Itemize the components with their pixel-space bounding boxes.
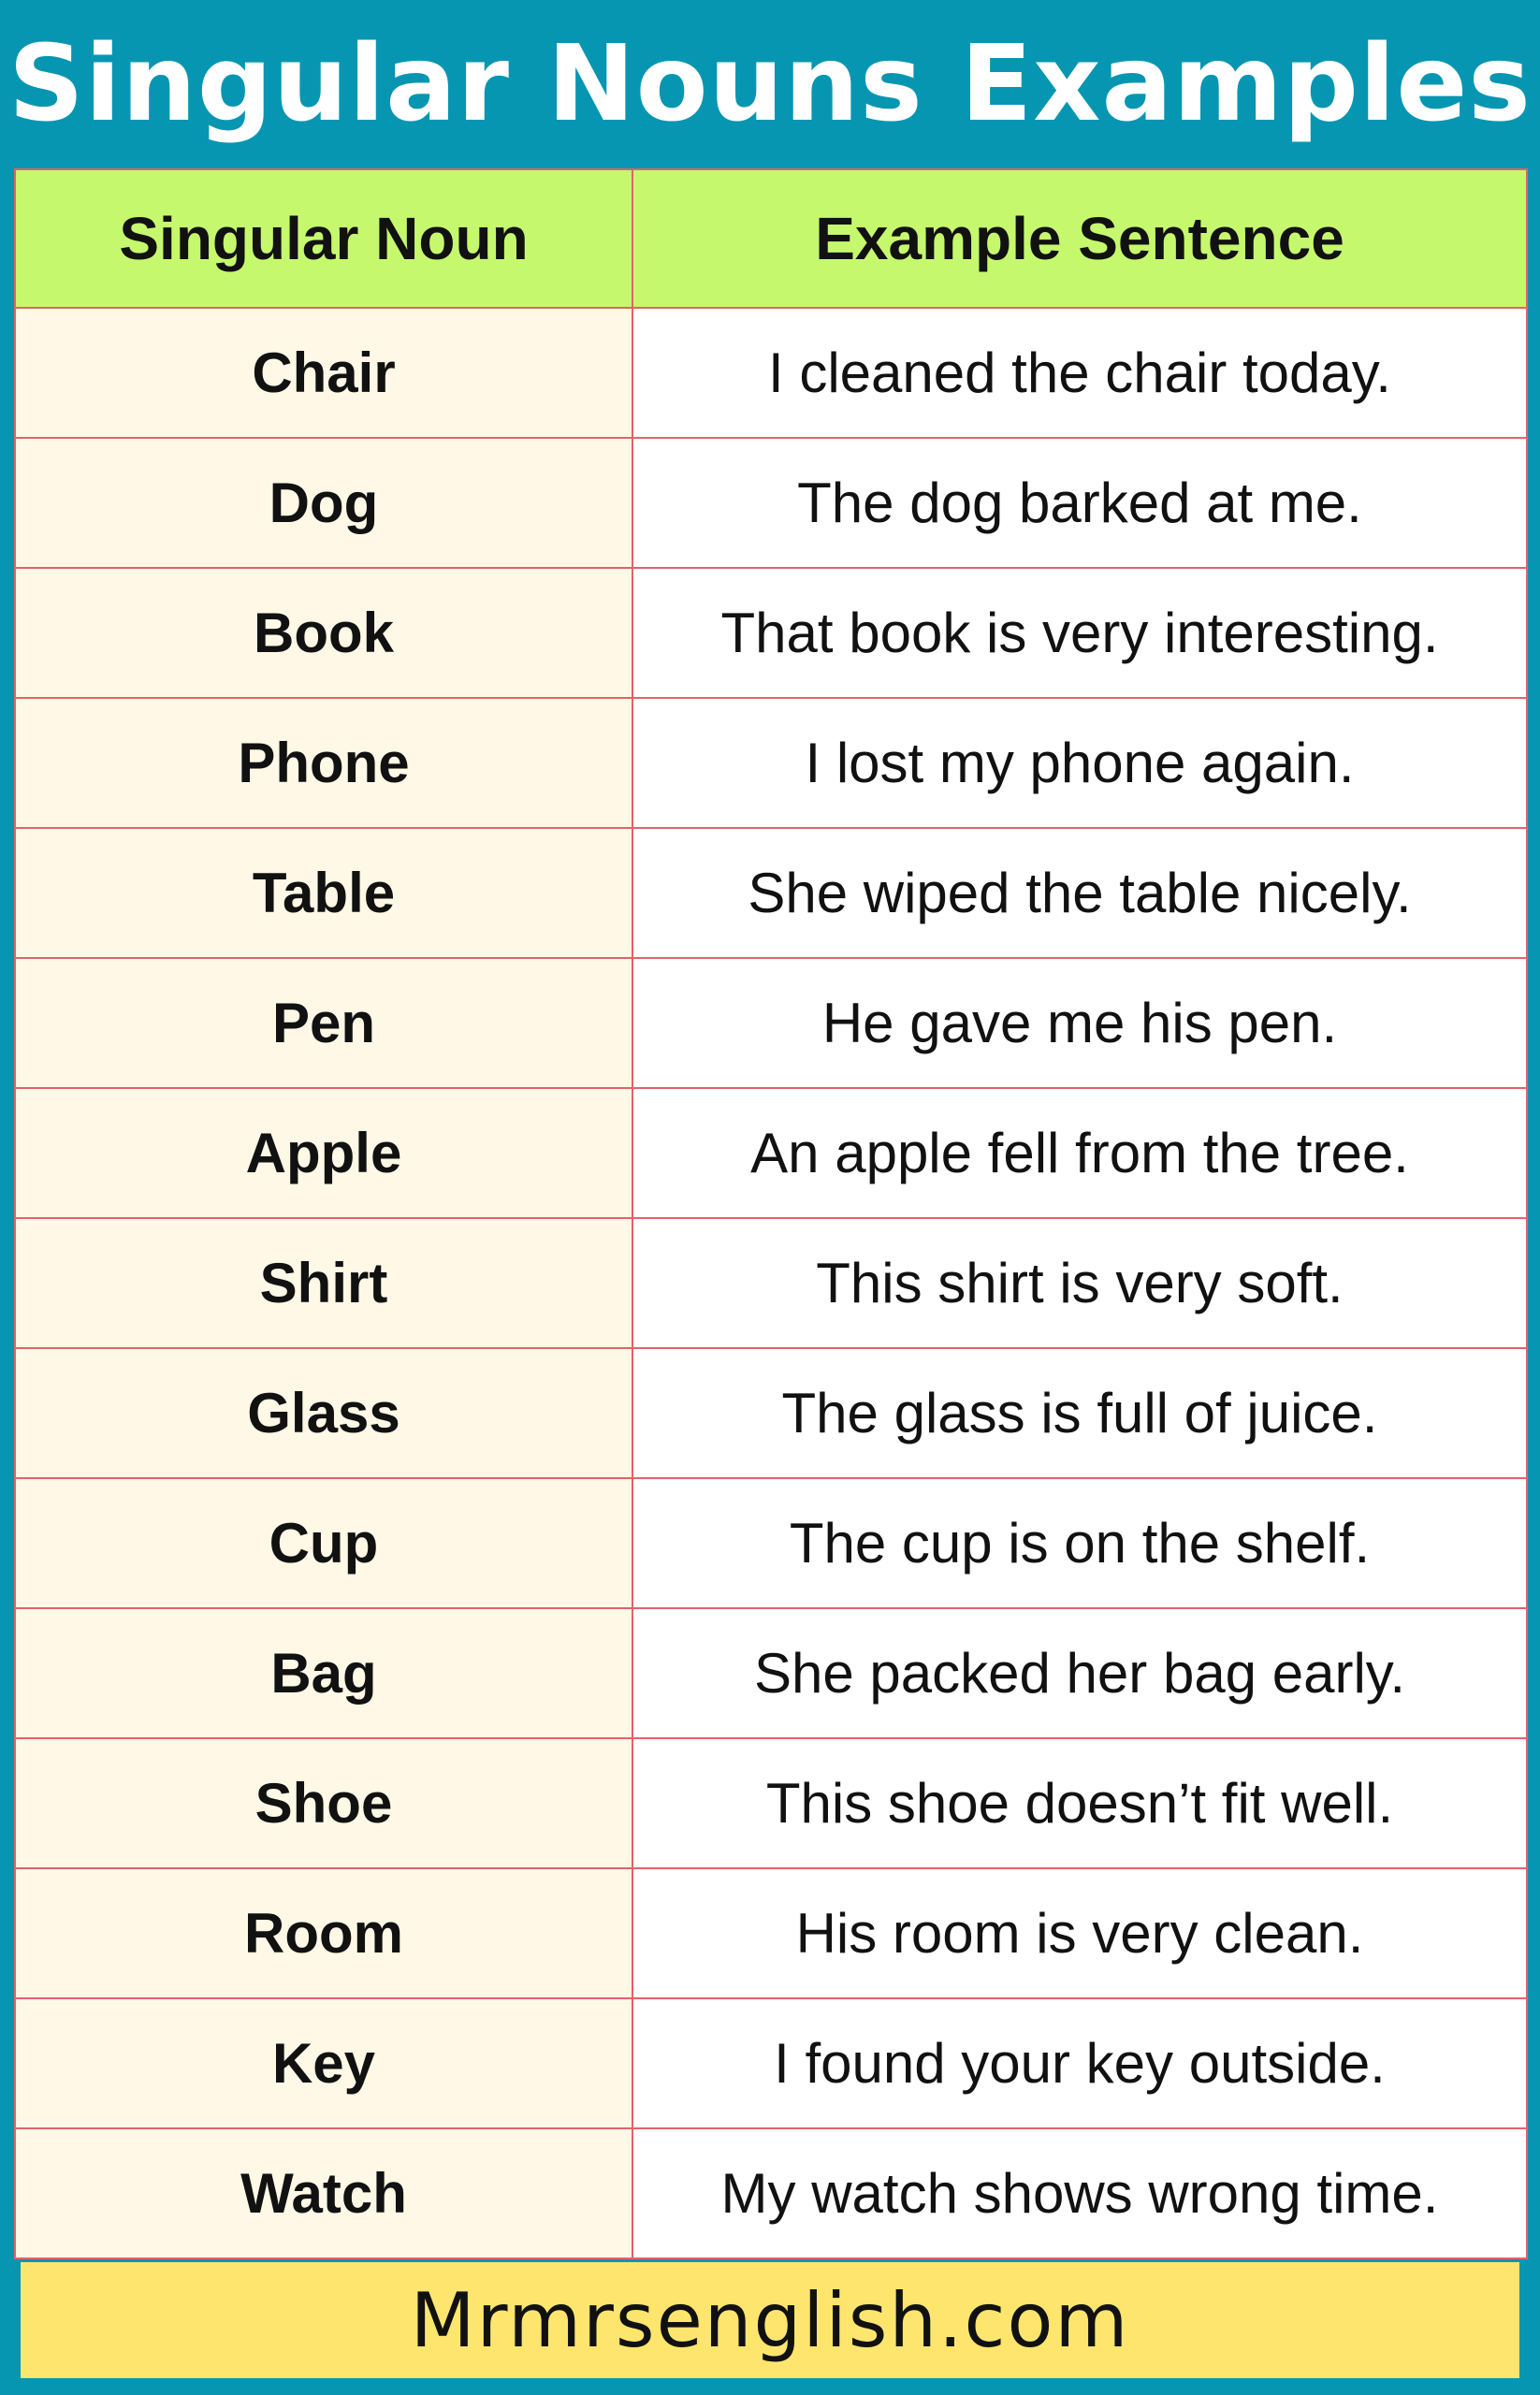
table-row — [15, 1088, 1527, 1218]
noun-cell: Phone — [15, 698, 632, 828]
table-row — [15, 828, 1527, 958]
sentence-cell: She wiped the table nicely. — [632, 828, 1527, 958]
sentence-cell: I found your key outside. — [632, 1998, 1527, 2128]
sentence-cell: My watch shows wrong time. — [632, 2128, 1527, 2258]
table-row — [15, 698, 1527, 828]
sentence-cell: He gave me his pen. — [632, 958, 1527, 1088]
noun-cell: Shirt — [15, 1218, 632, 1348]
noun-cell: Table — [15, 828, 632, 958]
table-header-row — [15, 169, 1527, 308]
sentence-cell: This shoe doesn’t fit well. — [632, 1738, 1527, 1868]
noun-cell: Glass — [15, 1348, 632, 1478]
table-row — [15, 1998, 1527, 2128]
sentence-cell: An apple fell from the tree. — [632, 1088, 1527, 1218]
sentence-cell: I cleaned the chair today. — [632, 308, 1527, 438]
table-row — [15, 958, 1527, 1088]
header-example-sentence: Example Sentence — [632, 169, 1527, 308]
noun-cell: Book — [15, 568, 632, 698]
sentence-cell: The cup is on the shelf. — [632, 1478, 1527, 1608]
noun-cell: Pen — [15, 958, 632, 1088]
sentence-cell: His room is very clean. — [632, 1868, 1527, 1998]
noun-cell: Shoe — [15, 1738, 632, 1868]
table-row — [15, 1738, 1527, 1868]
table-row — [15, 1348, 1527, 1478]
table-row — [15, 308, 1527, 438]
sentence-cell: I lost my phone again. — [632, 698, 1527, 828]
table-row — [15, 1868, 1527, 1998]
table-row — [15, 2128, 1527, 2258]
noun-cell: Room — [15, 1868, 632, 1998]
table-row — [15, 1218, 1527, 1348]
header-singular-noun: Singular Noun — [15, 169, 632, 308]
website-footer: Mrmrsenglish.com — [21, 2262, 1519, 2378]
noun-cell: Bag — [15, 1608, 632, 1738]
table-row — [15, 568, 1527, 698]
noun-cell: Watch — [15, 2128, 632, 2258]
noun-cell: Key — [15, 1998, 632, 2128]
sentence-cell: The dog barked at me. — [632, 438, 1527, 568]
noun-cell: Cup — [15, 1478, 632, 1608]
nouns-table — [14, 168, 1528, 2259]
table-row — [15, 438, 1527, 568]
sentence-cell: She packed her bag early. — [632, 1608, 1527, 1738]
noun-cell: Dog — [15, 438, 632, 568]
table-row — [15, 1608, 1527, 1738]
sentence-cell: The glass is full of juice. — [632, 1348, 1527, 1478]
page-title: Singular Nouns Examples — [8, 23, 1532, 145]
sentence-cell: This shirt is very soft. — [632, 1218, 1527, 1348]
sentence-cell: That book is very interesting. — [632, 568, 1527, 698]
noun-cell: Apple — [15, 1088, 632, 1218]
table-row — [15, 1478, 1527, 1608]
nouns-table-container — [14, 168, 1526, 2243]
noun-cell: Chair — [15, 308, 632, 438]
